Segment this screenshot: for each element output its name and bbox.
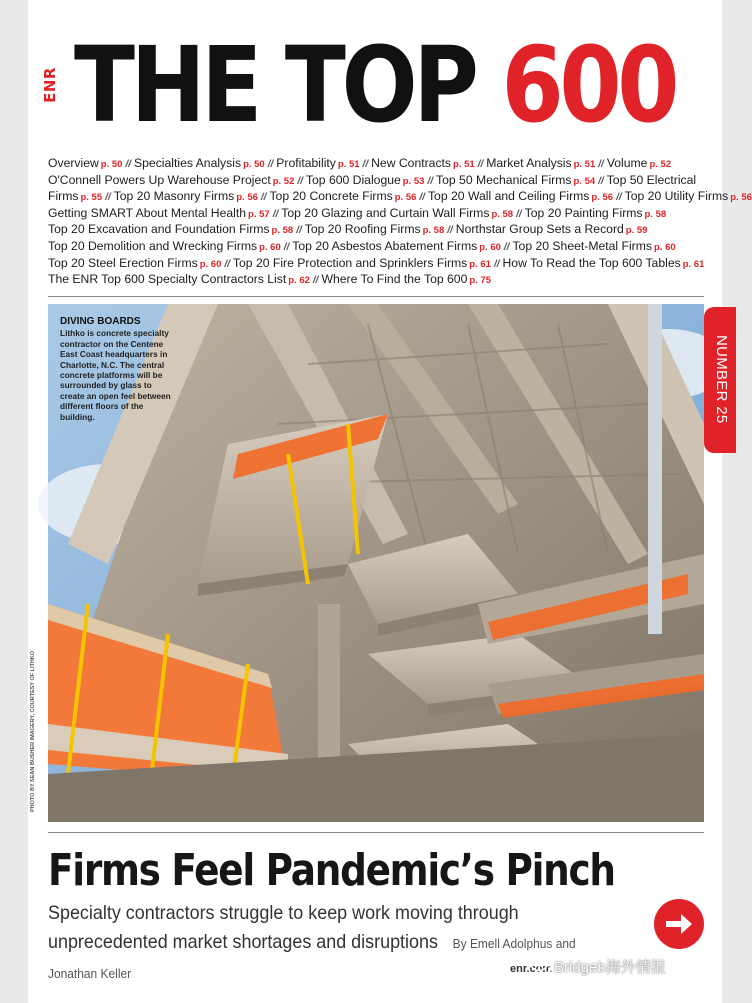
toc-entry-page: p. 56 [591,192,614,204]
toc-entry-title[interactable]: How To Read the Top 600 Tables [502,255,681,270]
toc-entry-title[interactable]: Top 20 Fire Protection and Sprinklers Firms [232,255,468,270]
toc-entry-title[interactable]: Volume [606,156,648,170]
byline: By Emell Adolphus and Jonathan Keller [48,936,576,981]
title-top-text: THE TOP [74,24,475,146]
toc-entry-page: p. 58 [271,225,294,237]
toc-entry-title[interactable]: Where To Find the Top 600 [321,272,468,287]
toc-entry-title[interactable]: Market Analysis [486,156,572,170]
toc-entry-page: p. 60 [653,241,676,253]
toc-entry-page: p. 60 [259,241,281,253]
toc-separator: // [447,225,453,237]
article-headline: Firms Feel Pandemic’s Pinch [48,845,615,896]
toc-entry-title[interactable]: Top 20 Painting Firms [524,205,643,220]
divider-top [48,296,704,297]
toc-entry-page: p. 51 [337,159,360,170]
toc-entry-title[interactable]: Top 20 Steel Erection Firms [48,255,198,270]
toc-separator: // [598,159,604,170]
toc-line [48,222,718,239]
toc-entry-page: p. 50 [243,159,265,170]
divider-bottom [48,832,704,833]
toc-separator: // [493,258,500,270]
toc-entry-page: p. 56 [236,192,258,204]
photo-credit-text: PHOTO BY SEAN BUSHER IMAGERY, COURTESY OF LITHKO [30,650,36,812]
caption-text: Lithko is concrete specialty contractor on the Centene East Coast headquarters in Charlotte, N.C. The central concrete platforms will be surrounded by glass to create an open feel between different floors of the building. [60,328,171,422]
toc-entry-title[interactable]: Top 50 Mechanical Firms [436,172,572,187]
toc-separator: // [267,159,274,170]
toc-entry-page: p. 50 [100,159,123,170]
toc-separator: // [312,275,319,287]
toc-entry-page: p. 55 [80,192,103,204]
toc-entry-title[interactable]: Profitability [276,156,336,170]
toc-entry-title[interactable]: New Contracts [371,156,452,170]
toc-separator: // [297,175,303,187]
toc-line [48,189,752,206]
toc-entry-page: p. 58 [422,225,445,237]
toc-entry-page: p. 51 [453,159,475,170]
toc-separator: // [260,192,267,204]
toc-entry-title[interactable]: Top 20 Utility Firms [624,189,729,204]
toc-entry-title[interactable]: Firms [48,189,79,204]
toc-separator: // [503,241,510,253]
wechat-icon [530,956,552,976]
photo-credit [30,650,40,822]
deck-text: Specialty contractors struggle to keep work moving through unprecedented market shortages and disruptions [48,902,519,953]
table-of-contents [48,156,752,289]
toc-entry-title[interactable]: The ENR Top 600 Specialty Contractors List [48,272,287,287]
toc-entry-title[interactable]: Top 600 Dialogue [305,172,401,187]
toc-line [48,256,718,273]
toc-separator: // [296,225,302,237]
toc-entry-page: p. 59 [625,225,648,237]
toc-entry-page: p. 52 [272,175,295,187]
toc-separator: // [419,192,425,204]
toc-separator: // [272,208,279,220]
toc-entry-page: p. 58 [644,208,667,220]
toc-separator: // [105,192,111,204]
toc-entry-page: p. 61 [682,258,705,270]
toc-separator: // [125,159,132,170]
toc-entry-title[interactable]: Getting SMART About Mental Health [48,205,247,220]
photo-caption [60,317,172,422]
toc-line [48,272,718,289]
toc-entry-title[interactable]: Top 20 Demolition and Wrecking Firms [48,238,258,253]
toc-entry-page: p. 75 [469,275,491,287]
toc-separator: // [427,175,434,187]
toc-entry-title[interactable]: Top 20 Masonry Firms [113,189,235,204]
toc-line [48,173,718,190]
toc-line [48,156,718,173]
toc-separator: // [362,159,369,170]
toc-separator: // [224,258,230,270]
toc-entry-page: p. 60 [479,241,501,253]
toc-separator: // [598,175,604,187]
toc-entry-page: p. 56 [394,192,417,204]
toc-separator: // [616,192,622,204]
toc-entry-page: p. 52 [649,159,672,170]
toc-entry-page: p. 61 [469,258,491,270]
toc-separator: // [477,159,484,170]
toc-entry-title[interactable]: Top 20 Excavation and Foundation Firms [48,222,270,237]
toc-line [48,239,718,256]
toc-entry-page: p. 57 [248,208,270,220]
toc-entry-page: p. 51 [573,159,596,170]
toc-entry-title[interactable]: Top 20 Sheet-Metal Firms [512,238,652,253]
watermark-text: Bridgeb海外情报 [554,959,666,976]
title-600-text: 600 [501,24,676,146]
toc-entry-page: p. 53 [402,175,425,187]
toc-entry-page: p. 56 [730,192,752,204]
toc-entry-title[interactable]: Overview [48,156,99,170]
toc-entry-title[interactable]: Top 20 Glazing and Curtain Wall Firms [281,205,490,220]
issue-number-tab [704,307,736,453]
toc-entry-page: p. 54 [573,175,596,187]
toc-entry-page: p. 62 [288,275,310,287]
enr-logo-tag [42,60,72,112]
toc-entry-page: p. 60 [199,258,222,270]
toc-entry-title[interactable]: O'Connell Powers Up Warehouse Project [48,172,271,187]
toc-entry-title[interactable]: Specialties Analysis [134,156,242,170]
toc-entry-title[interactable]: Top 20 Wall and Ceiling Firms [427,189,590,204]
toc-separator: // [516,208,522,220]
footer-site-url[interactable]: enr.com [510,963,553,975]
arrow-right-icon [664,911,694,937]
issue-number-text: NUMBER 25 [713,335,730,424]
continue-arrow-button[interactable] [654,899,704,949]
masthead-title [74,20,676,150]
caption-heading: DIVING BOARDS [60,316,141,327]
toc-entry-title[interactable]: Top 50 Electrical [606,172,697,187]
toc-entry-title[interactable]: Top 20 Concrete Firms [269,189,393,204]
enr-tag-text: ENR [40,67,59,103]
toc-entry-title[interactable]: Top 20 Roofing Firms [304,222,421,237]
toc-entry-title[interactable]: Top 20 Asbestos Abatement Firms [292,238,478,253]
toc-separator: // [283,241,290,253]
toc-entry-page: p. 58 [491,208,514,220]
toc-entry-title[interactable]: Northstar Group Sets a Record [455,222,624,237]
toc-line [48,206,718,223]
